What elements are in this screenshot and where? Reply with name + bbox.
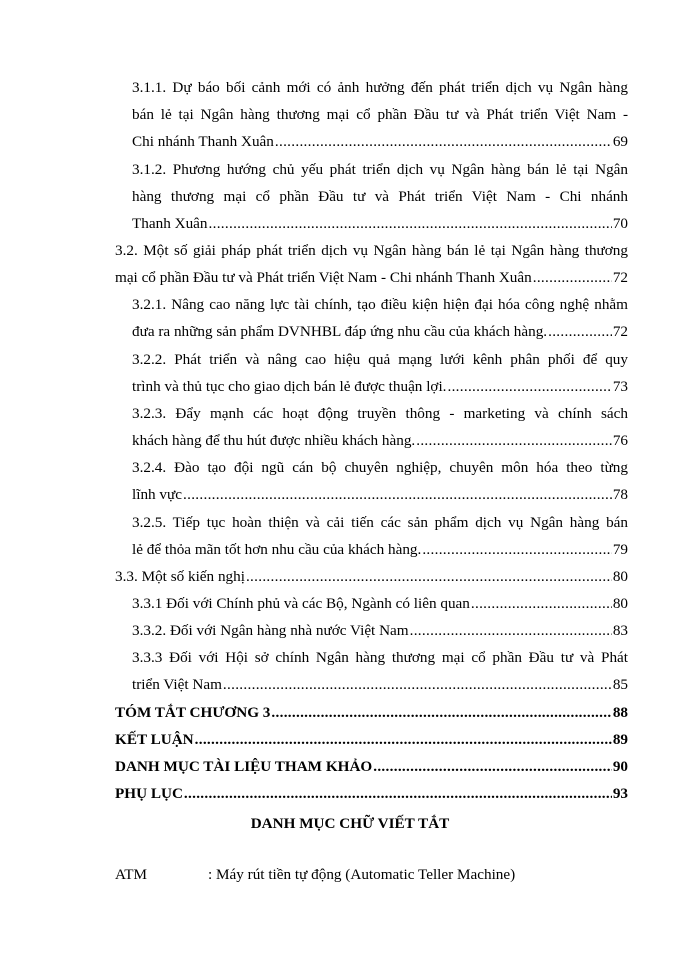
dot-leader bbox=[246, 567, 612, 587]
dot-leader bbox=[548, 322, 612, 342]
toc-entry-appendix[interactable] bbox=[115, 784, 628, 804]
toc-page-number: 70 bbox=[612, 215, 628, 232]
abbreviations-title: DANH MỤC CHỮ VIẾT TẮT bbox=[250, 815, 450, 832]
toc-page-number: 73 bbox=[612, 378, 628, 395]
dot-leader bbox=[410, 621, 612, 641]
toc-entry-text: 3.3.1 Đối với Chính phủ và các Bộ, Ngành có liên quan bbox=[132, 595, 470, 612]
dot-leader bbox=[447, 377, 611, 397]
toc-entry-text: đưa ra những sản phẩm DVNHBL đáp ứng nhu cầu của khách hàng. bbox=[132, 323, 548, 340]
toc-entry-3-3-2[interactable] bbox=[132, 621, 628, 641]
abbreviation-value: : Máy rút tiền tự động (Automatic Teller Machine) bbox=[208, 866, 516, 883]
toc-entry-3-3-1[interactable] bbox=[132, 594, 628, 614]
toc-page-number: 85 bbox=[612, 676, 628, 693]
dot-leader bbox=[471, 594, 612, 614]
toc-entry-3-2-5-line1: 3.2.5. Tiếp tục hoàn thiện và cải tiến các sản phẩm dịch vụ Ngân hàng bán bbox=[132, 514, 628, 531]
toc-page-number: 90 bbox=[612, 758, 628, 775]
toc-entry-3-2[interactable] bbox=[115, 268, 628, 288]
toc-entry-text: triển Việt Nam bbox=[132, 676, 222, 693]
dot-leader bbox=[209, 214, 612, 234]
toc-entry-3-1-2[interactable] bbox=[132, 214, 628, 234]
toc-entry-3-3-3-line1: 3.3.3 Đối với Hội sở chính Ngân hàng thương mại cổ phần Đầu tư và Phát bbox=[132, 649, 628, 666]
dot-leader bbox=[223, 675, 612, 695]
toc-page-number: 79 bbox=[612, 541, 628, 558]
toc-entry-text: lĩnh vực bbox=[132, 486, 182, 503]
toc-entry-3-2-3[interactable] bbox=[132, 431, 628, 451]
toc-page-number: 78 bbox=[612, 486, 628, 503]
toc-entry-3-2-5[interactable] bbox=[132, 540, 628, 560]
toc-page-number: 88 bbox=[612, 704, 628, 721]
toc-entry-text: DANH MỤC TÀI LIỆU THAM KHẢO bbox=[115, 758, 373, 775]
toc-entry-3-3[interactable] bbox=[115, 567, 628, 587]
toc-page-number: 83 bbox=[612, 622, 628, 639]
toc-entry-3-1-1-line2: bán lẻ tại Ngân hàng thương mại cổ phần Đầu tư và Phát triển Việt Nam - bbox=[132, 106, 628, 123]
toc-page-number: 80 bbox=[612, 595, 628, 612]
toc-entry-3-2-1-line1: 3.2.1. Nâng cao năng lực tài chính, tạo điều kiện hiện đại hóa công nghệ nhằm bbox=[132, 296, 628, 313]
dot-leader bbox=[422, 540, 611, 560]
toc-entry-summary[interactable] bbox=[115, 703, 628, 723]
abbreviation-key: ATM bbox=[115, 866, 148, 883]
toc-entry-3-2-3-line1: 3.2.3. Đẩy mạnh các hoạt động truyền thông - marketing và chính sách bbox=[132, 405, 628, 422]
toc-entry-3-2-4-line1: 3.2.4. Đào tạo đội ngũ cán bộ chuyên nghiệp, chuyên môn hóa theo từng bbox=[132, 459, 628, 476]
toc-page-number: 89 bbox=[612, 731, 628, 748]
toc-entry-3-2-4[interactable] bbox=[132, 485, 628, 505]
toc-entry-3-2-1[interactable] bbox=[132, 322, 628, 342]
dot-leader bbox=[183, 485, 612, 505]
toc-entry-text: 3.3.2. Đối với Ngân hàng nhà nước Việt Nam bbox=[132, 622, 409, 639]
toc-entry-text: trình và thủ tục cho giao dịch bán lẻ được thuận lợi. bbox=[132, 378, 447, 395]
toc-entry-conclusion[interactable] bbox=[115, 730, 628, 750]
toc-entry-text: mại cổ phần Đầu tư và Phát triển Việt Nam - Chi nhánh Thanh Xuân bbox=[115, 269, 532, 286]
dot-leader bbox=[195, 730, 612, 750]
toc-entry-3-1-1[interactable] bbox=[132, 132, 628, 152]
toc-entry-text: Thanh Xuân bbox=[132, 215, 208, 232]
toc-page-number: 80 bbox=[612, 568, 628, 585]
dot-leader bbox=[533, 268, 612, 288]
toc-page-number: 72 bbox=[612, 269, 628, 286]
toc-page-number: 69 bbox=[612, 133, 628, 150]
toc-entry-3-1-1-line1: 3.1.1. Dự báo bối cảnh mới có ảnh hưởng đến phát triển dịch vụ Ngân hàng bbox=[132, 79, 628, 96]
toc-entry-3-2-2-line1: 3.2.2. Phát triển và nâng cao hiệu quả mạng lưới kênh phân phối để quy bbox=[132, 351, 628, 368]
dot-leader bbox=[373, 757, 612, 777]
toc-entry-3-2-line1: 3.2. Một số giải pháp phát triển dịch vụ Ngân hàng bán lẻ tại Ngân hàng thương bbox=[115, 242, 628, 259]
toc-entry-text: PHỤ LỤC bbox=[115, 785, 183, 802]
toc-entry-3-1-2-line1: 3.1.2. Phương hướng chủ yếu phát triển dịch vụ Ngân hàng bán lẻ tại Ngân bbox=[132, 161, 628, 178]
toc-entry-text: TÓM TẮT CHƯƠNG 3 bbox=[115, 704, 271, 721]
toc-entry-text: lẻ để thỏa mãn tốt hơn nhu cầu của khách hàng. bbox=[132, 541, 422, 558]
toc-entry-3-1-2-line2: hàng thương mại cổ phần Đầu tư và Phát triển Việt Nam - Chi nhánh bbox=[132, 188, 628, 205]
toc-entry-text: Chi nhánh Thanh Xuân bbox=[132, 133, 274, 150]
toc-page-number: 76 bbox=[612, 432, 628, 449]
toc-entry-text: 3.3. Một số kiến nghị bbox=[115, 568, 245, 585]
toc-entry-text: KẾT LUẬN bbox=[115, 731, 194, 748]
toc-page-number: 93 bbox=[612, 785, 628, 802]
dot-leader bbox=[271, 703, 611, 723]
dot-leader bbox=[275, 132, 612, 152]
toc-entry-references[interactable] bbox=[115, 757, 628, 777]
toc-entry-text: khách hàng để thu hút được nhiều khách hàng. bbox=[132, 432, 416, 449]
dot-leader bbox=[184, 784, 612, 804]
toc-entry-3-3-3[interactable] bbox=[132, 675, 628, 695]
dot-leader bbox=[416, 431, 612, 451]
toc-page-number: 72 bbox=[612, 323, 628, 340]
toc-entry-3-2-2[interactable] bbox=[132, 377, 628, 397]
